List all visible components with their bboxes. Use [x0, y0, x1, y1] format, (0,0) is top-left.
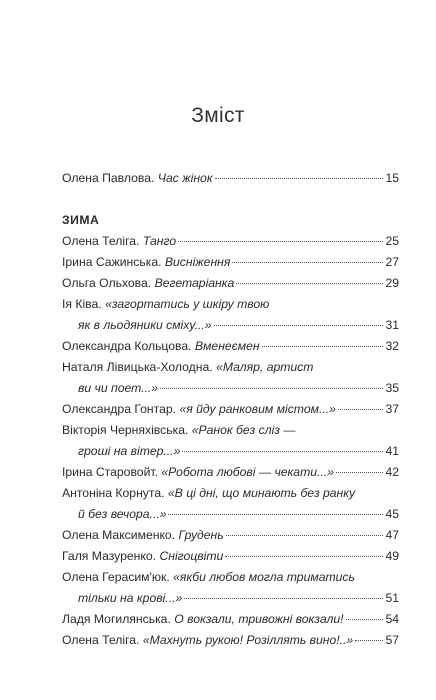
entry-page: 35 — [385, 381, 399, 395]
table-of-contents — [62, 168, 399, 651]
entry-author: Вікторія Черняхівська. — [62, 423, 189, 437]
entry-author: Олена Максименко. — [62, 528, 176, 542]
entry-title: О вокзали, тривожні вокзали! — [174, 612, 344, 626]
toc-entry[interactable] — [62, 630, 399, 651]
section-heading-winter: ЗИМА — [62, 213, 100, 227]
toc-entry[interactable] — [62, 399, 399, 420]
leader-dots — [168, 514, 383, 515]
entry-page: 15 — [385, 171, 399, 185]
entry-title: «Маляр, артист — [216, 360, 314, 374]
toc-entry-intro[interactable] — [62, 168, 399, 189]
toc-entry[interactable] — [62, 231, 399, 252]
entry-page: 37 — [385, 402, 399, 416]
toc-entry[interactable] — [62, 546, 399, 567]
leader-dots — [226, 535, 384, 536]
entry-page: 51 — [385, 591, 399, 605]
entry-title: «якби любов могла триматись — [173, 570, 355, 584]
entry-author: Галя Мазуренко. — [62, 549, 157, 563]
entry-author: Ія Ківа. — [62, 297, 102, 311]
toc-entry-continuation[interactable] — [62, 378, 399, 399]
entry-author: Олена Герасим'юк. — [62, 570, 170, 584]
entry-title: «Ранок без сліз — — [191, 423, 296, 437]
toc-entry[interactable] — [62, 525, 399, 546]
leader-dots — [214, 325, 384, 326]
entry-title-continued: ви чи поет...» — [78, 381, 159, 395]
toc-entry[interactable] — [62, 609, 399, 630]
entry-page: 54 — [385, 612, 399, 626]
entry-title: Висніження — [164, 255, 231, 269]
toc-entry-continuation[interactable] — [62, 315, 399, 336]
entry-author: Олена Теліга. — [62, 633, 140, 647]
toc-entry-continuation[interactable] — [62, 441, 399, 462]
entry-title: Вегетаріанка — [154, 276, 235, 290]
entry-page: 41 — [385, 444, 399, 458]
entry-title-continued: як в льодяники сміху...» — [78, 318, 212, 332]
entry-title: Вменеємен — [194, 339, 260, 353]
entry-title: «Робота любові — чекати...» — [161, 465, 334, 479]
leader-dots — [225, 556, 383, 557]
entry-page: 31 — [385, 318, 399, 332]
entry-author: Наталя Лівицька-Холодна. — [62, 360, 213, 374]
entry-page: 25 — [385, 234, 399, 248]
entry-page: 45 — [385, 507, 399, 521]
toc-entry[interactable] — [62, 252, 399, 273]
entry-title: «В ці дні, що минають без ранку — [167, 486, 356, 500]
entry-author: Ірина Сажинська. — [62, 255, 162, 269]
entry-page: 27 — [385, 255, 399, 269]
toc-entry[interactable] — [62, 483, 399, 504]
page-title: Зміст — [191, 104, 245, 127]
entry-author: Олександра Кольцова. — [62, 339, 192, 353]
entry-title-continued: гроші на вітер...» — [78, 444, 181, 458]
entry-title: «Махнуть рукою! Розіллять вино!..» — [142, 633, 354, 647]
entry-title: Танго — [142, 234, 177, 248]
entry-title: Снігоцвіти — [159, 549, 224, 563]
toc-entry[interactable] — [62, 273, 399, 294]
toc-entry[interactable] — [62, 567, 399, 588]
leader-dots — [232, 262, 383, 263]
toc-entry[interactable] — [62, 357, 399, 378]
entry-page: 47 — [385, 528, 399, 542]
leader-dots — [184, 598, 383, 599]
leader-dots — [236, 283, 383, 284]
entry-page: 42 — [385, 465, 399, 479]
toc-entry[interactable] — [62, 336, 399, 357]
toc-entry-continuation[interactable] — [62, 504, 399, 525]
entry-author: Антоніна Корнута. — [62, 486, 165, 500]
leader-dots — [178, 241, 383, 242]
leader-dots — [336, 472, 384, 473]
entry-title-continued: й без вечора...» — [78, 507, 167, 521]
entry-page: 32 — [385, 339, 399, 353]
entry-page: 29 — [385, 276, 399, 290]
entry-author: Ладя Могилянська. — [62, 612, 171, 626]
entry-title-continued: тільки на крові...» — [78, 591, 183, 605]
toc-entry[interactable] — [62, 462, 399, 483]
entry-author: Ірина Старовойт. — [62, 465, 158, 479]
leader-dots — [338, 409, 384, 410]
toc-entry-continuation[interactable] — [62, 588, 399, 609]
leader-dots — [355, 640, 383, 641]
leader-dots — [346, 619, 384, 620]
leader-dots — [215, 178, 384, 179]
entry-title: Час жінок — [157, 171, 213, 185]
entry-title: «загортатись у шкіру твою — [105, 297, 270, 311]
leader-dots — [182, 451, 383, 452]
entry-author: Ольга Ольхова. — [62, 276, 152, 290]
toc-entry[interactable] — [62, 420, 399, 441]
entry-author: Олександра Гонтар. — [62, 402, 177, 416]
toc-entry-list — [62, 231, 399, 651]
entry-title: «я йду ранковим містом...» — [179, 402, 336, 416]
entry-title: Грудень — [178, 528, 224, 542]
entry-author: Олена Павлова. — [62, 171, 155, 185]
entry-author: Олена Теліга. — [62, 234, 140, 248]
entry-page: 49 — [385, 549, 399, 563]
entry-page: 57 — [385, 633, 399, 647]
leader-dots — [160, 388, 383, 389]
leader-dots — [262, 346, 384, 347]
toc-entry[interactable] — [62, 294, 399, 315]
